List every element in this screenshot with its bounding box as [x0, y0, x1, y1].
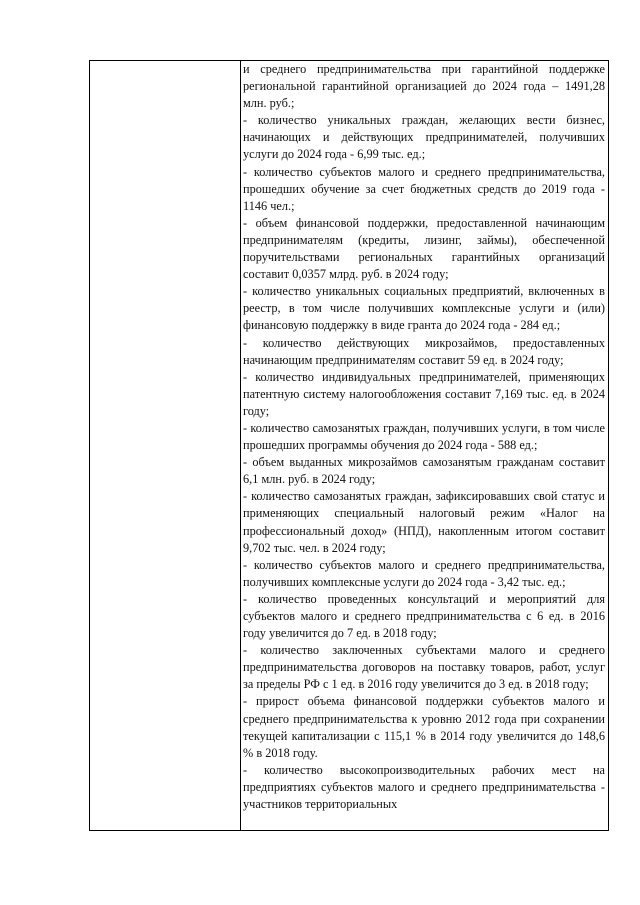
document-table [89, 60, 609, 831]
table-cell-right [241, 61, 609, 831]
indicator-paragraph: и среднего предпринимательства при гарантийной поддержке региональной гарантийной организацией до 2024 года – 1491,28 млн. руб.; [243, 62, 605, 111]
table-cell-left [90, 61, 241, 831]
table-row [90, 61, 609, 831]
indicator-paragraph: - количество уникальных граждан, желающих вести бизнес, начинающих и действующих предпринимателей, получивших услуги до 2024 года - 6,99 тыс. ед.; [243, 113, 605, 162]
indicator-paragraph: - количество проведенных консультаций и мероприятий для субъектов малого и среднего предпринимательства с 6 ед. в 2016 году увеличится до 7 ед. в 2018 году; [243, 591, 605, 641]
indicator-paragraph: - количество высокопроизводительных рабочих мест на предприятиях субъектов малого и среднего предпринимательства - участников территориальных [243, 762, 605, 812]
indicator-paragraph: - объем выданных микрозаймов самозанятым гражданам составит 6,1 млн. руб. в 2024 году; [243, 455, 605, 487]
indicator-paragraph: - прирост объема финансовой поддержки субъектов малого и среднего предпринимательства к уровню 2012 года при сохранении текущей капитализации с 115,1 % в 2014 году увеличится до 148,6 % в 2018 году. [243, 694, 605, 760]
indicator-paragraph: - количество самозанятых граждан, зафиксировавших свой статус и применяющих специальный налоговый режим «Налог на профессиональный доход» (НПД), накопленным итогом составит 9,702 тыс. чел. в 2024 году; [243, 489, 605, 555]
indicator-paragraph: - количество действующих микрозаймов, предоставленных начинающим предпринимателям составит 59 ед. в 2024 году; [243, 335, 605, 367]
indicator-paragraph: - количество субъектов малого и среднего предпринимательства, прошедших обучение за счет бюджетных средств до 2019 года - 1146 чел.; [243, 164, 605, 213]
indicator-paragraph: - количество индивидуальных предпринимателей, применяющих патентную систему налогообложения составит 7,169 тыс. ед. в 2024 году; [243, 369, 605, 418]
indicator-paragraph: - количество субъектов малого и среднего предпринимательства, получивших комплексные услуги до 2024 года - 3,42 тыс. ед.; [243, 557, 605, 589]
indicator-list [241, 61, 608, 813]
indicator-paragraph: - количество самозанятых граждан, получивших услуги, в том числе прошедших программы обучения до 2024 года - 588 ед.; [243, 420, 605, 453]
indicator-paragraph: - количество заключенных субъектами малого и среднего предпринимательства договоров на поставку товаров, работ, услуг за пределы РФ с 1 ед. в 2016 году увеличится до 3 ед. в 2018 году; [243, 643, 605, 692]
indicator-paragraph: - объем финансовой поддержки, предоставленной начинающим предпринимателям (кредиты, лизинг, займы), обеспеченной поручительствами региональных гарантийных организаций составит 0,0357 млрд. руб. в 2024 году; [243, 215, 605, 282]
indicator-paragraph: - количество уникальных социальных предприятий, включенных в реестр, в том числе получивших комплексные услуги и (или) финансовую поддержку в виде гранта до 2024 года - 284 ед.; [243, 284, 605, 333]
